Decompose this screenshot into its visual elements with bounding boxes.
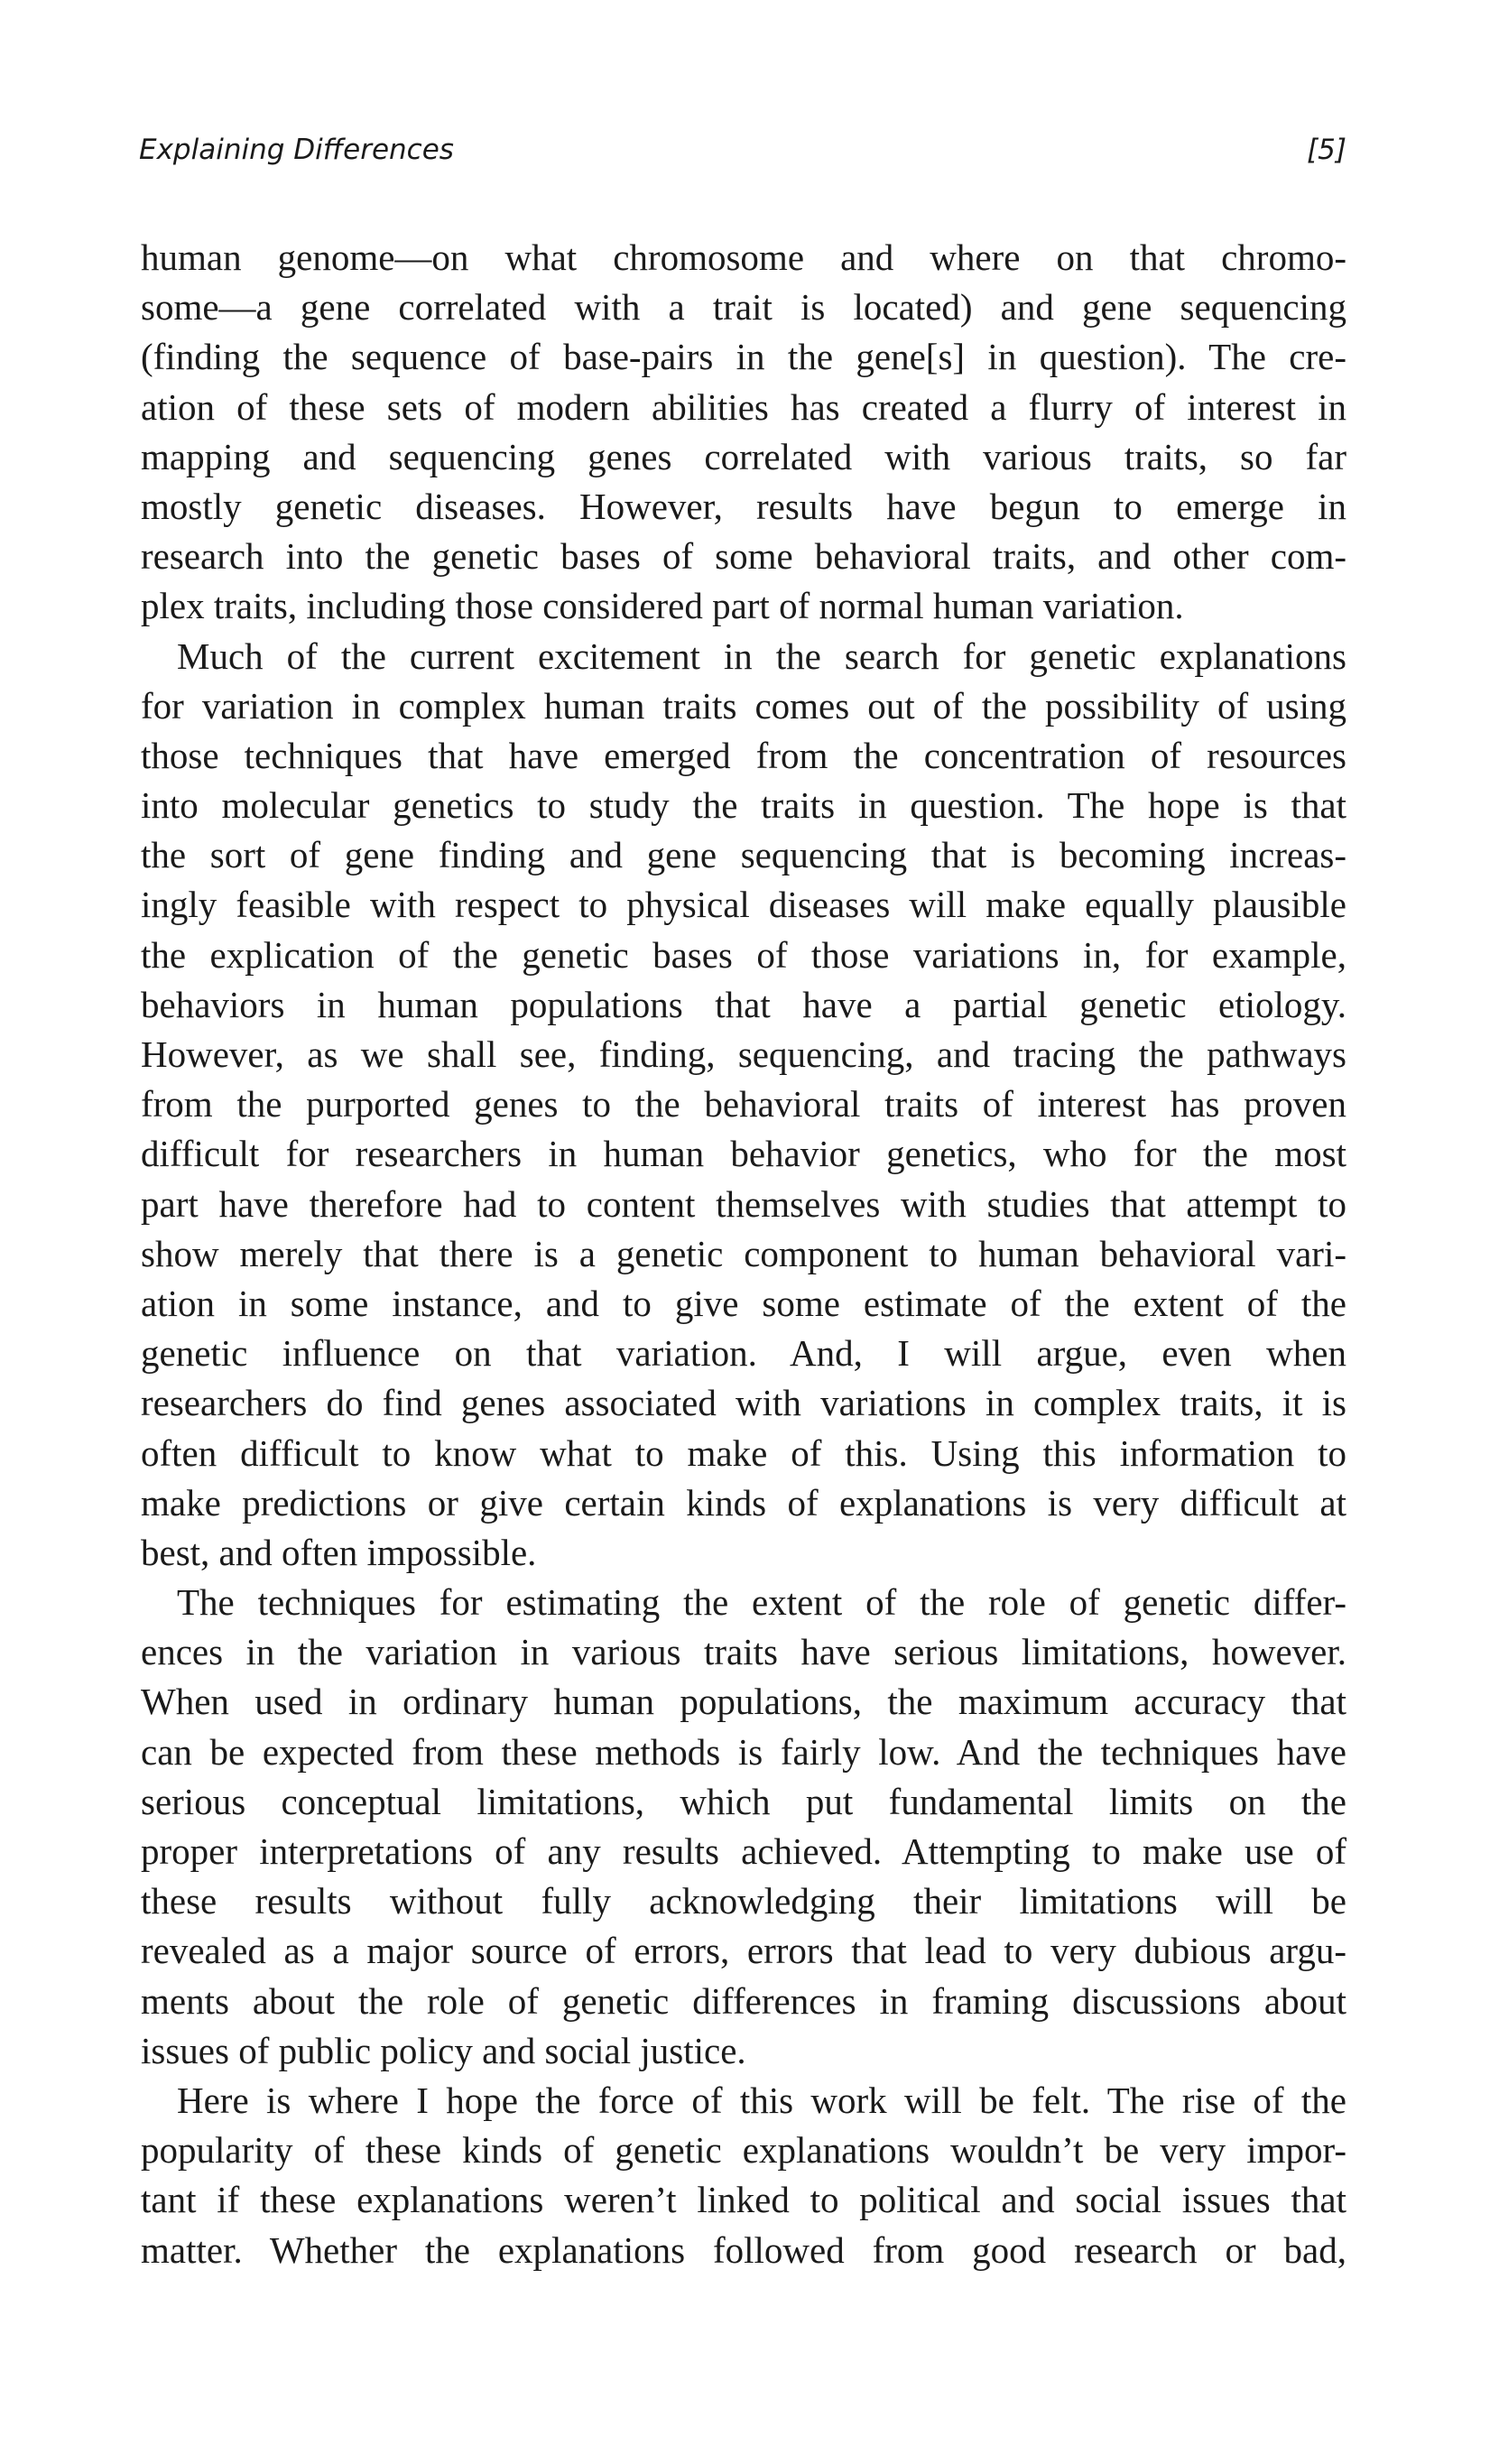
text-line: difficult for researchers in human behavior genetics, who for the most bbox=[141, 1133, 1346, 1175]
text-line: tant if these explanations weren’t linked to political and social issues that bbox=[141, 2179, 1346, 2221]
text-line: research into the genetic bases of some behavioral traits, and other com- bbox=[141, 535, 1346, 578]
text-line: mapping and sequencing genes correlated with various traits, so far bbox=[141, 435, 1346, 477]
text-line: behaviors in human populations that have a partial genetic etiology. bbox=[141, 983, 1346, 1025]
text-line: plex traits, including those considered part of normal human variation. bbox=[141, 585, 1184, 627]
paragraph bbox=[141, 632, 1346, 1579]
running-title: Explaining Differences bbox=[139, 134, 454, 166]
text-line: the sort of gene finding and gene sequencing that is becoming increas- bbox=[141, 834, 1346, 876]
text-line: show merely that there is a genetic component to human behavioral vari- bbox=[141, 1232, 1346, 1274]
text-line: from the purported genes to the behavioral traits of interest has proven bbox=[141, 1083, 1346, 1125]
text-line: can be expected from these methods is fairly low. And the techniques have bbox=[141, 1730, 1346, 1773]
text-line: ingly feasible with respect to physical diseases will make equally plausible bbox=[141, 884, 1346, 926]
text-line: Here is where I hope the force of this work will be felt. The rise of the bbox=[177, 2079, 1346, 2121]
text-line: researchers do find genes associated with variations in complex traits, it is bbox=[141, 1382, 1346, 1424]
text-line: the explication of the genetic bases of those variations in, for example, bbox=[141, 933, 1346, 976]
text-line: Much of the current excitement in the search for genetic explanations bbox=[177, 635, 1346, 677]
text-line: issues of public policy and social justice. bbox=[141, 2029, 746, 2071]
body-text bbox=[141, 233, 1346, 2275]
page-number: [5] bbox=[1307, 134, 1346, 166]
text-line: However, as we shall see, finding, sequencing, and tracing the pathways bbox=[141, 1033, 1346, 1075]
text-line: genetic influence on that variation. And, I will argue, even when bbox=[141, 1332, 1346, 1375]
text-line: into molecular genetics to study the traits in question. The hope is that bbox=[141, 784, 1346, 827]
paragraph bbox=[141, 2076, 1346, 2275]
text-line: ences in the variation in various traits have serious limitations, however. bbox=[141, 1631, 1346, 1673]
text-line: (finding the sequence of base-pairs in the gene[s] in question). The cre- bbox=[141, 336, 1346, 378]
text-line: often difficult to know what to make of this. Using this information to bbox=[141, 1431, 1346, 1474]
text-line: best, and often impossible. bbox=[141, 1531, 537, 1573]
paragraph bbox=[141, 233, 1346, 632]
text-line: part have therefore had to content themselves with studies that attempt to bbox=[141, 1182, 1346, 1225]
text-line: revealed as a major source of errors, errors that lead to very dubious argu- bbox=[141, 1930, 1346, 1972]
text-line: The techniques for estimating the extent of the role of genetic differ- bbox=[177, 1581, 1346, 1624]
paragraph bbox=[141, 1578, 1346, 2076]
text-line: proper interpretations of any results achieved. Attempting to make use of bbox=[141, 1830, 1346, 1872]
text-line: ation of these sets of modern abilities has created a flurry of interest in bbox=[141, 385, 1346, 428]
text-line: ation in some instance, and to give some estimate of the extent of the bbox=[141, 1282, 1346, 1324]
text-line: for variation in complex human traits comes out of the possibility of using bbox=[141, 684, 1346, 727]
text-line: popularity of these kinds of genetic explanations wouldn’t be very impor- bbox=[141, 2129, 1346, 2172]
text-line: serious conceptual limitations, which put fundamental limits on the bbox=[141, 1780, 1346, 1822]
text-line: When used in ordinary human populations, the maximum accuracy that bbox=[141, 1681, 1346, 1723]
text-line: human genome—on what chromosome and where on that chromo- bbox=[141, 236, 1346, 278]
text-line: some—a gene correlated with a trait is located) and gene sequencing bbox=[141, 286, 1346, 329]
text-line: those techniques that have emerged from the concentration of resources bbox=[141, 734, 1346, 776]
text-line: these results without fully acknowledging their limitations will be bbox=[141, 1880, 1346, 1922]
running-header bbox=[139, 134, 1346, 179]
text-line: matter. Whether the explanations followed from good research or bad, bbox=[141, 2228, 1346, 2271]
text-line: make predictions or give certain kinds of explanations is very difficult at bbox=[141, 1481, 1346, 1524]
text-line: mostly genetic diseases. However, results have begun to emerge in bbox=[141, 485, 1346, 527]
text-line: ments about the role of genetic differences in framing discussions about bbox=[141, 1979, 1346, 2022]
